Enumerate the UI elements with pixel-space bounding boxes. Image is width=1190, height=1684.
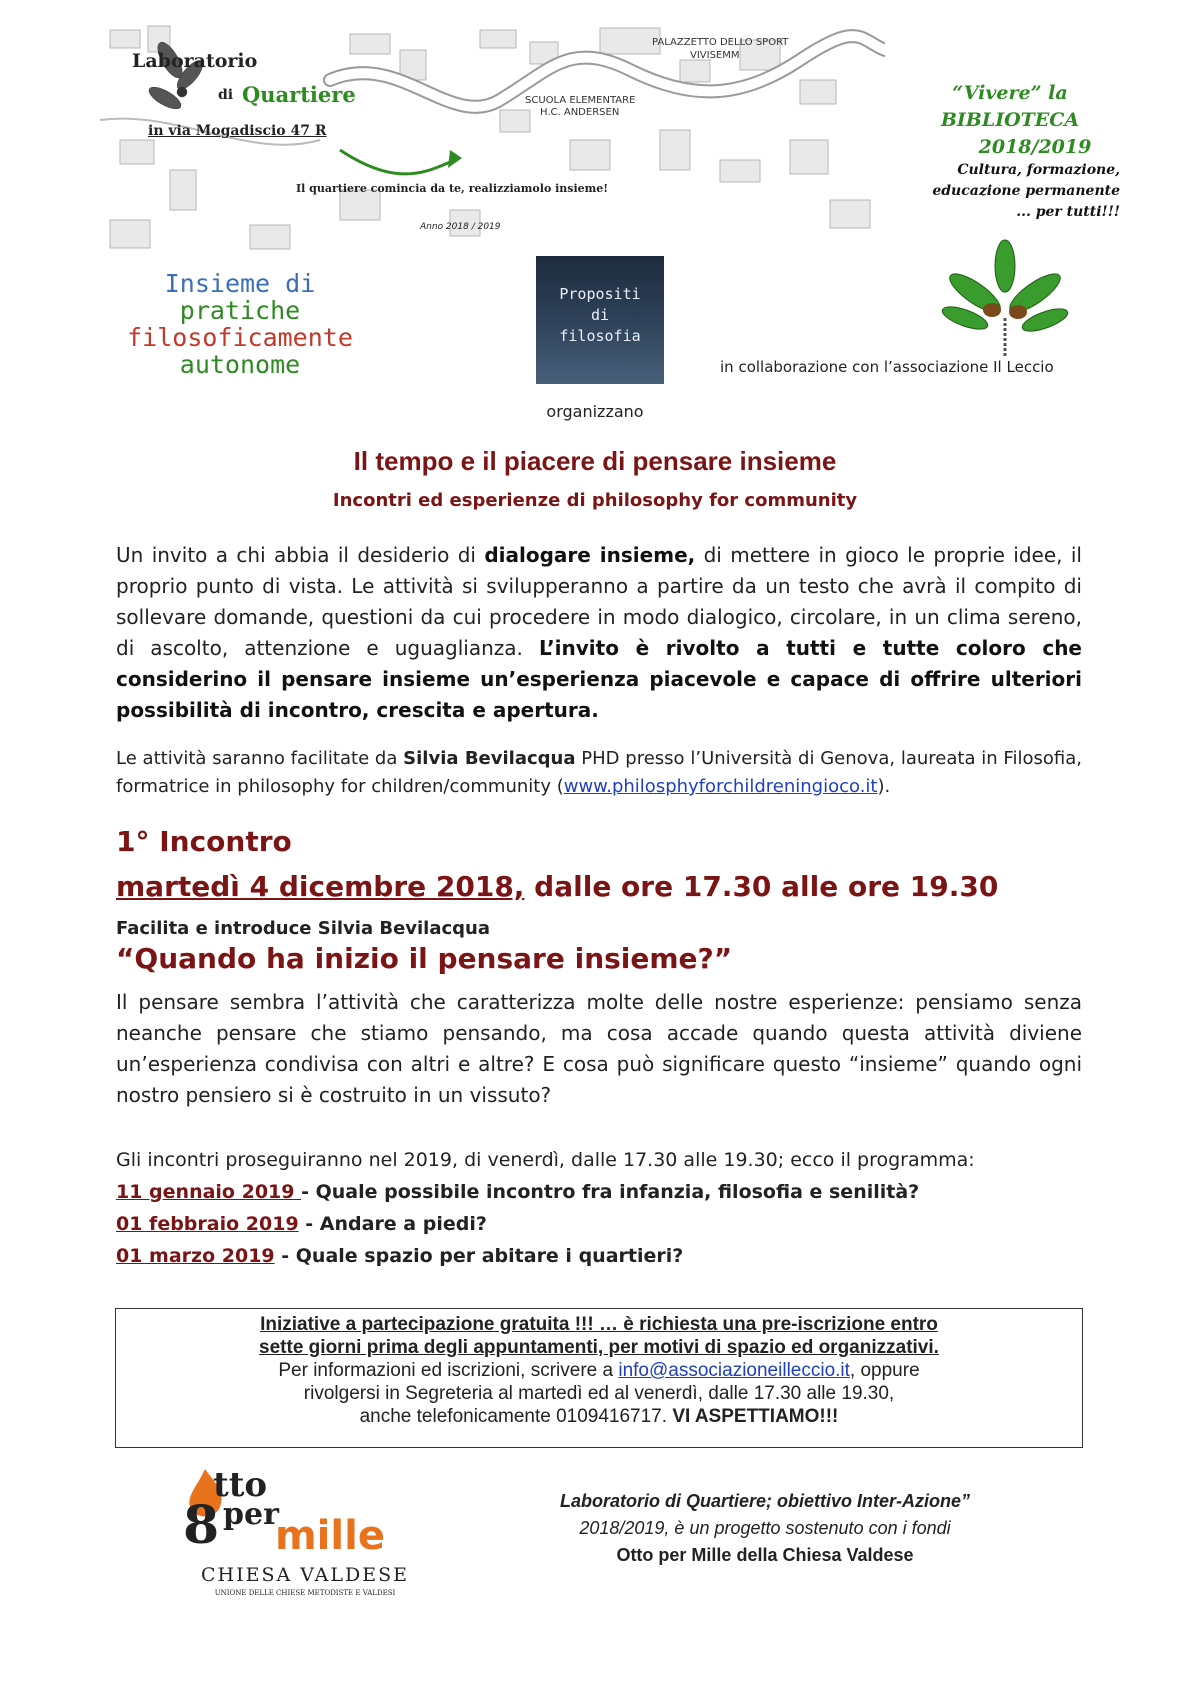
intro-bold-1: dialogare insieme, [484, 543, 696, 567]
footer-text [470, 1488, 1060, 1569]
program-date: 01 marzo 2019 [116, 1245, 275, 1267]
program-item [116, 1209, 487, 1240]
program-item [116, 1177, 919, 1208]
lab-title-quartiere: Quartiere [242, 82, 356, 107]
slogan: Il quartiere comincia da te, realizziamolo insieme! [296, 182, 609, 195]
vivere-sub1: Cultura, formazione, [957, 162, 1120, 178]
info-box [115, 1308, 1083, 1448]
incontro-heading: 1° Incontro [116, 825, 292, 858]
vivere-biblioteca [880, 80, 1140, 161]
vivere-subtitle [880, 160, 1120, 223]
facilitator-text-3: ). [877, 776, 891, 797]
info-line4: rivolgersi in Segreteria al martedì ed al venerdì, dalle 17.30 alle 19.30, [303, 1383, 895, 1404]
info-line3-text: Per informazioni ed iscrizioni, scrivere a [278, 1360, 619, 1381]
insieme-line1: Insieme di [164, 269, 316, 298]
program-title: - Andare a piedi? [298, 1213, 487, 1235]
event-datetime [116, 870, 998, 903]
propositi-line2: di [590, 306, 610, 324]
insieme-line2: pratiche [179, 296, 301, 325]
leccio-leaf-icon [930, 238, 1080, 358]
organizzano-text: organizzano [546, 402, 644, 421]
intro-text-2: di mettere in gioco le proprie idee, il proprio punto di vista. Le attività si svilupperanno a partire da un testo che avrà il compito di sollevare domande, questioni da cui procedere in modo dialogico, circolare, in un clima sereno, di ascolto, attenzione e uguaglianza. [116, 543, 1082, 660]
lab-title-line1: Laboratorio [132, 50, 258, 72]
event-time: dalle ore 17.30 alle ore 19.30 [524, 870, 999, 903]
propositi-line3: filosofia [559, 327, 641, 345]
email-link[interactable]: info@associazioneilleccio.it [618, 1360, 850, 1381]
otto-tto: tto [213, 1465, 268, 1505]
vivere-sub3: ... per tutti!!! [1016, 204, 1120, 220]
event-question: “Quando ha inizio il pensare insieme?” [116, 942, 733, 975]
collaborazione-text: in collaborazione con l’associazione Il Leccio [720, 358, 1054, 376]
map-label-scuola: SCUOLA ELEMENTARE [525, 95, 636, 106]
anno-label: Anno 2018 / 2019 [420, 222, 501, 232]
footer-line3: Otto per Mille della Chiesa Valdese [616, 1545, 914, 1565]
page-subtitle: Incontri ed esperienze di philosophy for community [332, 490, 858, 511]
program-item [116, 1241, 683, 1272]
insieme-pratiche-logo [110, 270, 370, 378]
event-date: martedì 4 dicembre 2018, [116, 870, 525, 903]
otto-unione: UNIONE DELLE CHIESE METODISTE E VALDESI [214, 1589, 396, 1597]
vi-aspettiamo: VI ASPETTIAMO!!! [672, 1406, 839, 1427]
facilitator-paragraph [116, 745, 1082, 801]
program-title: - Quale spazio per abitare i quartieri? [274, 1245, 684, 1267]
vivere-line1: “Vivere” la [952, 82, 1068, 104]
propositi-filosofia-logo [536, 256, 664, 384]
insieme-line3: filosoficamente [127, 323, 353, 352]
otto-per: per [223, 1497, 279, 1532]
page-title: Il tempo e il piacere di pensare insieme [353, 446, 837, 476]
map-label-palazzetto: PALAZZETTO DELLO SPORT [652, 37, 789, 48]
propositi-line1: Propositi [559, 285, 641, 303]
lab-title-di: di [218, 87, 234, 103]
vivere-line3: 2018/2019 [978, 136, 1092, 158]
vivere-line2: BIBLIOTECA [940, 109, 1080, 131]
info-line2: sette giorni prima degli appuntamenti, per motivi di spazio ed organizzativi. [259, 1337, 939, 1358]
insieme-line4: autonome [179, 350, 301, 379]
intro-paragraph [116, 540, 1082, 726]
facilitator-text-1: Le attività saranno facilitate da [116, 748, 404, 769]
map-label-vivisemm: VIVISEMM [690, 50, 740, 61]
info-line3-end: , oppure [849, 1360, 920, 1381]
otto-per-mille-logo [175, 1465, 435, 1600]
website-link[interactable]: www.philosphyforchildreningioco.it [563, 776, 878, 797]
vivere-sub2: educazione permanente [932, 183, 1120, 199]
facilita-line: Facilita e introduce Silvia Bevilacqua [116, 918, 491, 939]
lab-address: in via Mogadiscio 47 R [148, 123, 327, 139]
info-phone: anche telefonicamente 0109416717. [359, 1406, 673, 1427]
info-line1: Iniziative a partecipazione gratuita !!! … è richiesta una pre-iscrizione entro [260, 1314, 938, 1335]
intro-text-1: Un invito a chi abbia il desiderio di [116, 543, 485, 567]
facilitator-text-2: PHD presso l’Università di Genova, laureata in Filosofia, formatrice in philosophy for children/community ( [116, 748, 1082, 797]
footer-line1: Laboratorio di Quartiere; obiettivo Inter-Azione” [559, 1491, 971, 1511]
info-line5 [116, 1405, 1082, 1428]
intro-bold-2: L’invito è rivolto a tutti e tutte coloro che considerino il pensare insieme un’esperienza piacevole e capace di offrire ulteriori possibilità di incontro, crescita e apertura. [116, 636, 1082, 722]
map-label-andersen: H.C. ANDERSEN [540, 107, 620, 118]
otto-chiesa: CHIESA VALDESE [200, 1564, 410, 1586]
svg-text:8: 8 [183, 1495, 220, 1545]
header-banner [100, 20, 885, 260]
program-intro: Gli incontri proseguiranno nel 2019, di venerdì, dalle 17.30 alle 19.30; ecco il programma: [116, 1149, 975, 1171]
event-description: Il pensare sembra l’attività che caratterizza molte delle nostre esperienze: pensiamo senza neanche pensare che stiamo pensando, ma cosa accade quando questa attività diviene un’esperienza condivisa con altri e altre? E cosa può significare questo “insieme” quando ogni nostro pensiero si è costruito in un vissuto? [116, 990, 1082, 1107]
program-date: 11 gennaio 2019 [116, 1181, 302, 1203]
program-date: 01 febbraio 2019 [116, 1213, 299, 1235]
footer-line2: 2018/2019, è un progetto sostenuto con i fondi [579, 1518, 951, 1538]
facilitator-name: Silvia Bevilacqua [403, 748, 576, 769]
program-title: - Quale possibile incontro fra infanzia, filosofia e senilità? [301, 1181, 920, 1203]
info-line3 [116, 1359, 1082, 1382]
otto-mille: mille [275, 1513, 385, 1559]
